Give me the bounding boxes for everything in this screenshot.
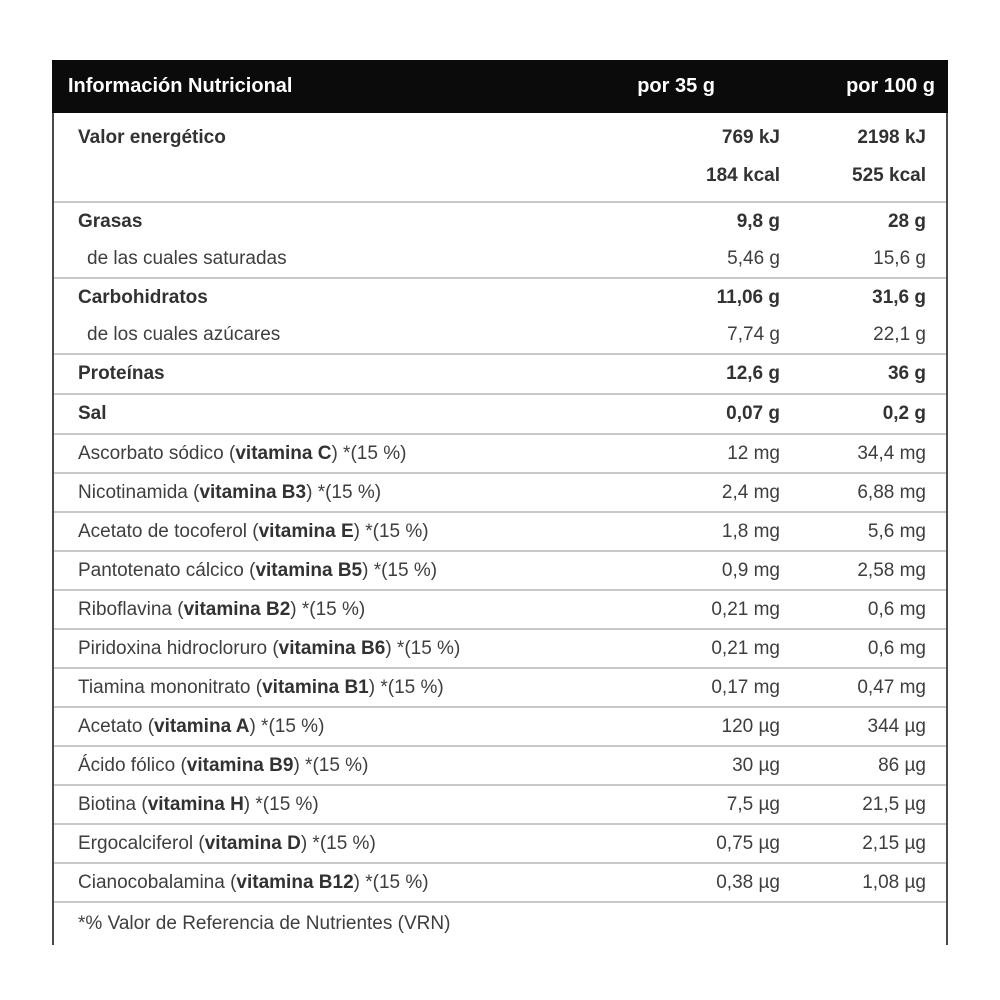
label-prefix: Ergocalciferol ( bbox=[78, 832, 205, 854]
value-per-35g: 9,8 g bbox=[736, 211, 780, 232]
row-vitamina-d bbox=[54, 823, 946, 862]
nutrient-label bbox=[78, 794, 727, 816]
row-vitamina-b3 bbox=[54, 472, 946, 511]
value-per-35g: 12,6 g bbox=[726, 363, 780, 384]
label-vitamin-name: vitamina B6 bbox=[278, 637, 386, 659]
column-header-per-35g: por 35 g bbox=[637, 75, 715, 97]
label-suffix: ) *(15 %) bbox=[385, 637, 461, 659]
label-prefix: Ácido fólico ( bbox=[78, 754, 187, 776]
label-vitamin-name: vitamina B2 bbox=[183, 598, 291, 620]
label-suffix: ) *(15 %) bbox=[331, 442, 407, 464]
row-vitamina-a bbox=[54, 706, 946, 745]
label-prefix: Ascorbato sódico ( bbox=[78, 442, 236, 464]
table-header bbox=[52, 60, 948, 113]
label-suffix: ) *(15 %) bbox=[249, 715, 325, 737]
footnote-text: *% Valor de Referencia de Nutrientes (VRN) bbox=[78, 913, 451, 934]
label-vitamin-name: vitamina B1 bbox=[262, 676, 369, 698]
value-per-100g: 6,88 mg bbox=[857, 481, 926, 503]
nutrition-table bbox=[52, 60, 948, 945]
row-vitamina-c bbox=[54, 433, 946, 472]
value-per-35g: 2,4 mg bbox=[721, 481, 780, 503]
energy-values-per-100g bbox=[852, 119, 926, 195]
value-per-35g: 0,17 mg bbox=[711, 676, 780, 698]
value-per-35g: 0,75 µg bbox=[716, 832, 780, 854]
value-per-100g: 21,5 µg bbox=[862, 793, 926, 815]
label-prefix: Tiamina mononitrato ( bbox=[78, 676, 263, 698]
label-vitamin-name: vitamina H bbox=[147, 793, 244, 815]
label-suffix: ) *(15 %) bbox=[306, 481, 382, 503]
value-per-100g: 0,6 mg bbox=[867, 598, 926, 620]
value-per-100g: 2,58 mg bbox=[857, 559, 926, 581]
value-per-35g: 0,21 mg bbox=[711, 637, 780, 659]
nutrient-label bbox=[78, 755, 732, 777]
column-header-per-100g: por 100 g bbox=[846, 75, 935, 97]
value-per-35g: 0,07 g bbox=[726, 403, 780, 424]
row-valor-energetico bbox=[54, 113, 946, 201]
label-vitamin-name: vitamina B5 bbox=[255, 559, 363, 581]
value-per-100g: 1,08 µg bbox=[862, 871, 926, 893]
energy-values-per-35g bbox=[706, 119, 780, 195]
label-suffix: ) *(15 %) bbox=[293, 754, 369, 776]
label-vitamin-name: vitamina A bbox=[154, 715, 250, 737]
label-suffix: ) *(15 %) bbox=[353, 871, 429, 893]
nutrient-label bbox=[78, 677, 711, 699]
table-body bbox=[52, 113, 948, 945]
label-prefix: Pantotenato cálcico ( bbox=[78, 559, 256, 581]
row-vitamina-b9 bbox=[54, 745, 946, 784]
nutrient-label bbox=[78, 482, 722, 504]
value-per-35g: 7,74 g bbox=[727, 324, 780, 345]
nutrient-label bbox=[78, 560, 722, 582]
nutrient-label bbox=[78, 443, 727, 465]
nutrient-label bbox=[78, 599, 711, 621]
label-prefix: Acetato de tocoferol ( bbox=[78, 520, 259, 542]
value-per-100g: 525 kcal bbox=[852, 165, 926, 186]
nutrient-label: Carbohidratos bbox=[78, 287, 208, 308]
value-per-100g: 0,2 g bbox=[882, 403, 926, 424]
value-per-100g: 36 g bbox=[887, 363, 926, 384]
value-per-100g: 0,47 mg bbox=[857, 676, 926, 698]
value-per-35g: 769 kJ bbox=[721, 127, 780, 148]
row-carbohidratos bbox=[54, 277, 946, 317]
label-vitamin-name: vitamina B3 bbox=[199, 481, 307, 503]
value-per-35g: 184 kcal bbox=[706, 165, 780, 186]
table-title: Información Nutricional bbox=[68, 75, 293, 97]
value-per-100g: 22,1 g bbox=[873, 324, 926, 345]
footnote-row bbox=[54, 901, 946, 945]
nutrient-label: de las cuales saturadas bbox=[87, 248, 287, 269]
nutrient-label: de los cuales azúcares bbox=[87, 324, 281, 345]
value-per-35g: 0,38 µg bbox=[716, 871, 780, 893]
value-per-100g: 344 µg bbox=[867, 715, 926, 737]
value-per-35g: 5,46 g bbox=[727, 248, 780, 269]
nutrient-label: Valor energético bbox=[78, 127, 226, 148]
label-vitamin-name: vitamina D bbox=[204, 832, 301, 854]
row-sal bbox=[54, 393, 946, 433]
value-per-35g: 30 µg bbox=[732, 754, 780, 776]
label-suffix: ) *(15 %) bbox=[243, 793, 319, 815]
label-suffix: ) *(15 %) bbox=[353, 520, 429, 542]
label-prefix: Biotina ( bbox=[78, 793, 148, 815]
row-carbohidratos-azucares bbox=[54, 317, 946, 353]
value-per-35g: 0,21 mg bbox=[711, 598, 780, 620]
value-per-100g: 86 µg bbox=[878, 754, 926, 776]
value-per-35g: 1,8 mg bbox=[721, 520, 780, 542]
nutrient-label bbox=[78, 872, 716, 894]
nutrient-label bbox=[78, 833, 716, 855]
value-per-100g: 31,6 g bbox=[872, 287, 926, 308]
row-vitamina-b5 bbox=[54, 550, 946, 589]
row-vitamina-b2 bbox=[54, 589, 946, 628]
label-prefix: Nicotinamida ( bbox=[78, 481, 200, 503]
nutrient-label: Proteínas bbox=[78, 363, 165, 384]
value-per-100g: 34,4 mg bbox=[857, 442, 926, 464]
value-per-100g: 5,6 mg bbox=[867, 520, 926, 542]
row-grasas bbox=[54, 201, 946, 241]
row-grasas-saturadas bbox=[54, 241, 946, 277]
row-vitamina-e bbox=[54, 511, 946, 550]
value-per-100g: 28 g bbox=[887, 211, 926, 232]
value-per-35g: 12 mg bbox=[727, 442, 780, 464]
label-suffix: ) *(15 %) bbox=[290, 598, 366, 620]
nutrient-label bbox=[78, 521, 722, 543]
nutrient-label: Grasas bbox=[78, 211, 143, 232]
label-prefix: Piridoxina hidrocloruro ( bbox=[78, 637, 279, 659]
nutrient-label: Sal bbox=[78, 403, 107, 424]
value-per-35g: 11,06 g bbox=[716, 287, 780, 308]
row-vitamina-b12 bbox=[54, 862, 946, 901]
value-per-100g: 0,6 mg bbox=[867, 637, 926, 659]
label-vitamin-name: vitamina B12 bbox=[236, 871, 354, 893]
nutrient-label bbox=[78, 716, 722, 738]
label-prefix: Cianocobalamina ( bbox=[78, 871, 237, 893]
label-vitamin-name: vitamina E bbox=[258, 520, 354, 542]
value-per-35g: 120 µg bbox=[721, 715, 780, 737]
nutrient-label bbox=[78, 638, 711, 660]
row-vitamina-b1 bbox=[54, 667, 946, 706]
row-vitamina-b6 bbox=[54, 628, 946, 667]
label-prefix: Riboflavina ( bbox=[78, 598, 184, 620]
value-per-100g: 2,15 µg bbox=[862, 832, 926, 854]
value-per-100g: 2198 kJ bbox=[857, 127, 926, 148]
label-vitamin-name: vitamina B9 bbox=[186, 754, 294, 776]
label-suffix: ) *(15 %) bbox=[300, 832, 376, 854]
value-per-35g: 0,9 mg bbox=[721, 559, 780, 581]
label-prefix: Acetato ( bbox=[78, 715, 155, 737]
label-suffix: ) *(15 %) bbox=[362, 559, 438, 581]
row-proteinas bbox=[54, 353, 946, 393]
label-suffix: ) *(15 %) bbox=[368, 676, 444, 698]
label-vitamin-name: vitamina C bbox=[235, 442, 332, 464]
value-per-35g: 7,5 µg bbox=[726, 793, 780, 815]
value-per-100g: 15,6 g bbox=[873, 248, 926, 269]
row-vitamina-h bbox=[54, 784, 946, 823]
